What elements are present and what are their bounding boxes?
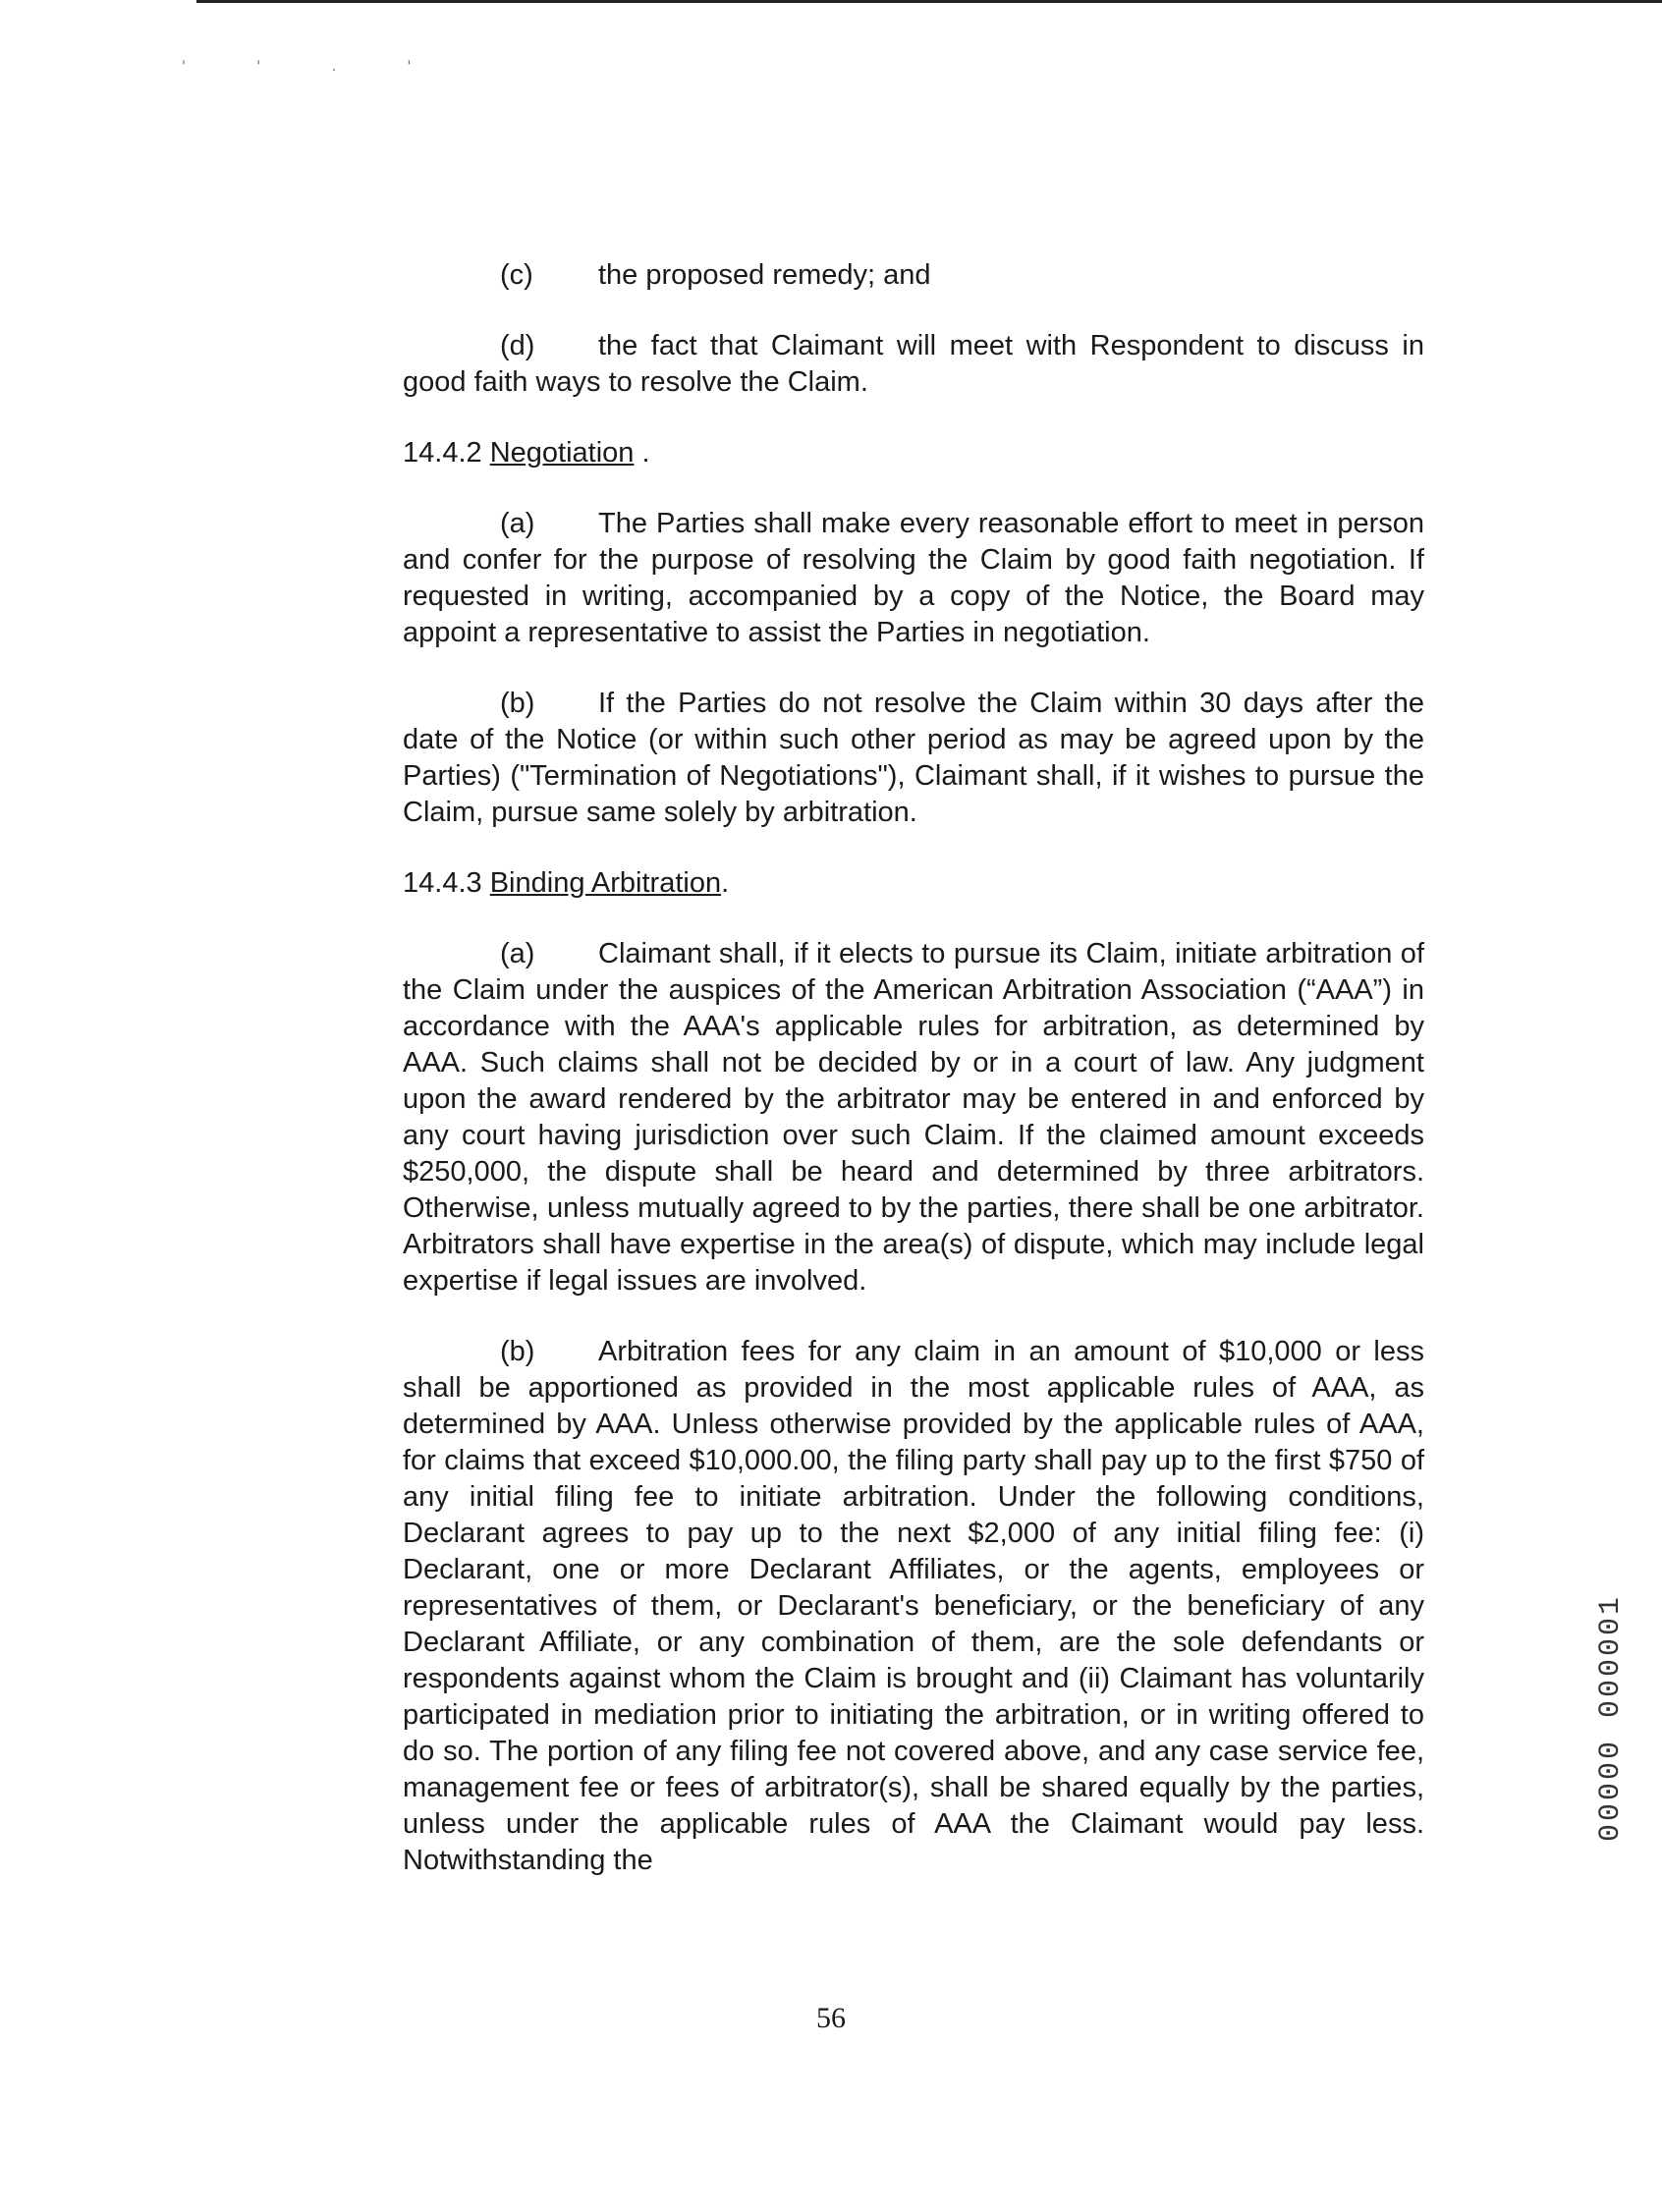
paragraph-label: (b) [500, 1336, 535, 1367]
bates-stamp [1565, 1557, 1628, 1842]
section-suffix: . [721, 867, 730, 899]
arbitration-paragraph-b [403, 1334, 1424, 1879]
paragraph-text: Arbitration fees for any claim in an amount of $10,000 or less shall be apportioned as provided in the most applicable rules of AAA, as determined by AAA. Unless otherwise provided by the applicable rules of AAA, for claims that exceed $10,000.00, the filing party shall pay up to the first $750 of any initial filing fee to initiate arbitration. Under the following conditions, Declarant agrees to pay up to the next $2,000 of any initial filing fee: (i) Declarant, one or more Declarant Affiliates, or the agents, employees or representatives of them, or Declarant's beneficiary, or the beneficiary of any Declarant Affiliate, or any combination of them, are the sole defendants or respondents against whom the Claim is brought and (ii) Claimant has voluntarily participated in mediation prior to initiating the arbitration, or in writing offered to do so. The portion of any filing fee not covered above, and any case service fee, management fee or fees of arbitrator(s), shall be shared equally by the parties, unless under the applicable rules of AAA the Claimant would pay less. Notwithstanding the [403, 1336, 1424, 1876]
paragraph-text: The Parties shall make every reasonable effort to meet in person and confer for the purpose of resolving the Claim by good faith negotiation. If requested in writing, accompanied by a copy of the Notice, the Board may appoint a representative to assist the Parties in negotiation. [403, 508, 1424, 648]
paragraph-c [403, 257, 1424, 294]
paragraph-text: the proposed remedy; and [598, 259, 931, 291]
paragraph-label: (c) [500, 259, 533, 291]
top-scan-line [196, 0, 1662, 3]
paragraph-text: Claimant shall, if it elects to pursue its Claim, initiate arbitration of the Claim under the auspices of the American Arbitration Association (“AAA”) in accordance with the AAA's applicable rules for arbitration, as determined by AAA. Such claims shall not be decided by or in a court of law. Any judgment upon the award rendered by the arbitrator may be entered in and enforced by any court having jurisdiction over such Claim. If the claimed amount exceeds $250,000, the dispute shall be heard and determined by three arbitrators. Otherwise, unless mutually agreed to by the parties, there shall be one arbitrator. Arbitrators shall have expertise in the area(s) of dispute, which may include legal expertise if legal issues are involved. [403, 938, 1424, 1297]
section-suffix: . [634, 437, 650, 469]
negotiation-paragraph-b [403, 686, 1424, 831]
page-number: 56 [816, 2002, 846, 2034]
paragraph-label: (a) [500, 938, 535, 969]
document-body [403, 257, 1424, 1913]
bates-number: 00000 000001 [1594, 1593, 1628, 1842]
paragraph-d [403, 328, 1424, 401]
paragraph-label: (d) [500, 330, 535, 361]
paragraph-label: (a) [500, 508, 535, 539]
scan-specks: ' ' . ' [182, 59, 445, 75]
section-number: 14.4.2 [403, 437, 482, 469]
section-title: Negotiation [489, 437, 635, 469]
paragraph-label: (b) [500, 688, 535, 719]
section-number: 14.4.3 [403, 867, 482, 899]
negotiation-paragraph-a [403, 506, 1424, 651]
paragraph-text: the fact that Claimant will meet with Respondent to discuss in good faith ways to resolve the Claim. [403, 330, 1424, 398]
arbitration-paragraph-a [403, 936, 1424, 1300]
section-heading-binding-arbitration [403, 865, 1424, 902]
paragraph-text: If the Parties do not resolve the Claim within 30 days after the date of the Notice (or within such other period as may be agreed upon by the Parties) ("Termination of Negotiations"), Claimant shall, if it wishes to pursue the Claim, pursue same solely by arbitration. [403, 688, 1424, 828]
section-title: Binding Arbitration [489, 867, 722, 899]
section-heading-negotiation [403, 435, 1424, 471]
